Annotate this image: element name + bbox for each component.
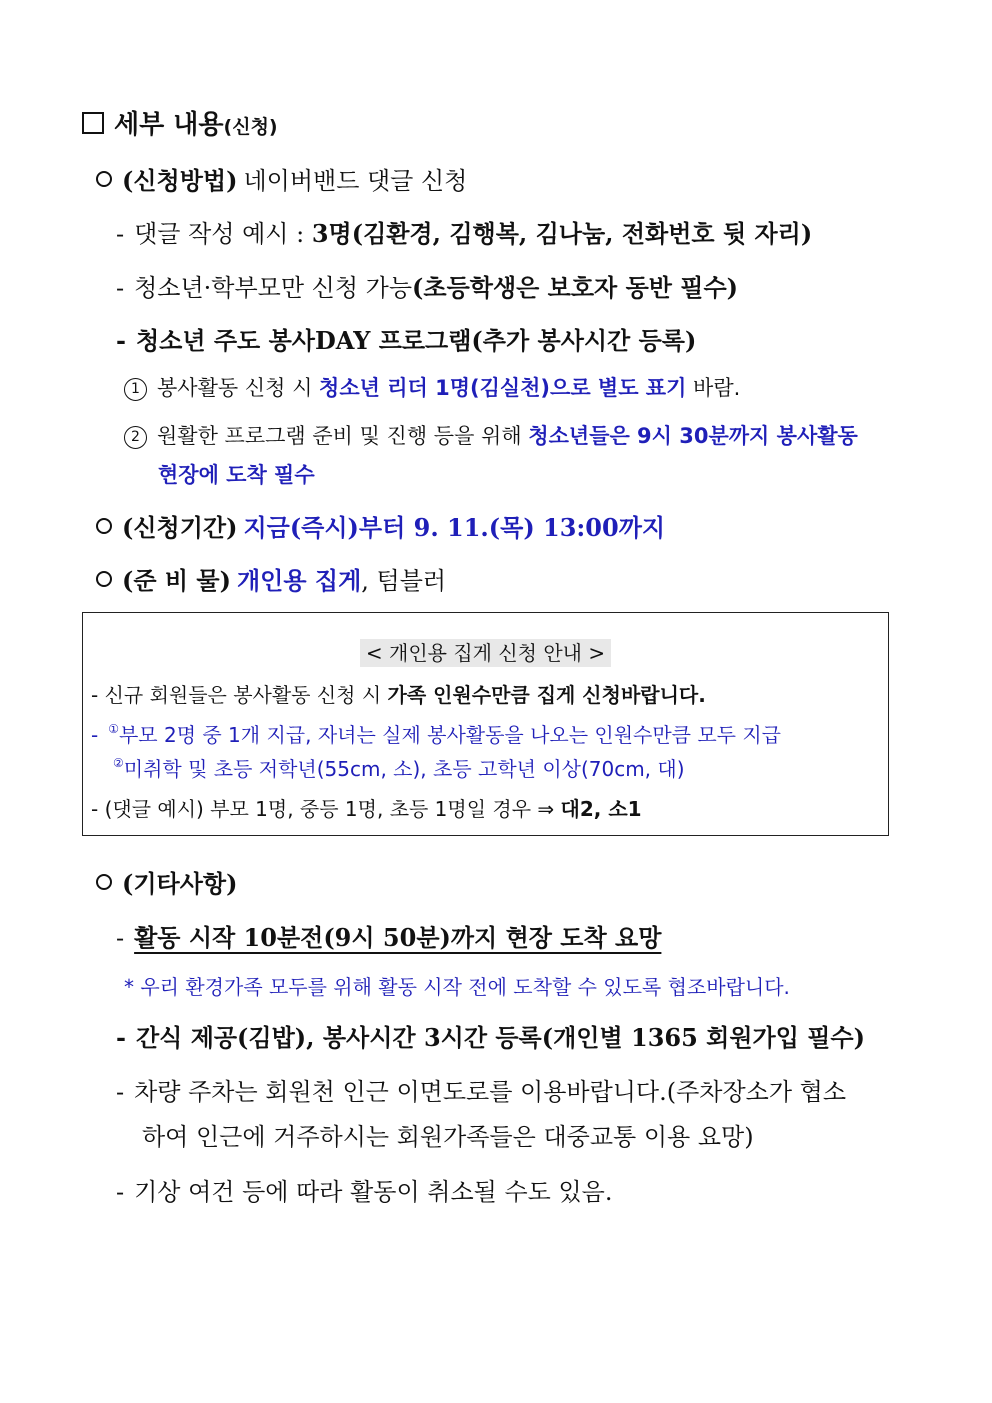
etc-item-parking: - 차량 주차는 회원천 인근 이면도로를 이용바랍니다.(주차장소가 협소 [116, 1078, 847, 1106]
tongs-notice-box [82, 612, 889, 836]
method-subitem-2: 2 원활한 프로그램 준비 및 진행 등을 위해 청소년들은 9시 30분까지 봉사활동 [124, 420, 858, 450]
notice-line-3: ②미취학 및 초등 저학년(55cm, 소), 초등 고학년 이상(70cm, 대) [113, 756, 685, 781]
method-item-program: - 청소년 주도 봉사DAY 프로그램(추가 봉사시간 등록) [116, 326, 697, 355]
method-item-eligibility: - 청소년·학부모만 신청 가능(초등학생은 보호자 동반 필수) [116, 273, 739, 302]
method-heading: (신청방법) 네이버밴드 댓글 신청 [96, 161, 467, 196]
circled-number-icon: 2 [124, 426, 147, 449]
method-subitem-2-cont: 현장에 도착 필수 [158, 463, 315, 487]
etc-item-parking-cont: 하여 인근에 거주하시는 회원가족들은 대중교통 이용 요망) [142, 1123, 754, 1151]
checkbox-square-icon [82, 112, 104, 134]
period-heading: (신청기간) 지금(즉시)부터 9. 11.(목) 13:00까지 [96, 508, 665, 543]
circled-number-icon: 1 [124, 378, 147, 401]
etc-item-weather: - 기상 여건 등에 따라 활동이 취소될 수도 있음. [116, 1178, 613, 1206]
method-item-example: - 댓글 작성 예시 : 3명(김환경, 김행복, 김나눔, 전화번호 뒷 자리) [116, 219, 813, 248]
notice-line-4: - (댓글 예시) 부모 1명, 중등 1명, 초등 1명일 경우 ⇒ 대2, 소1 [91, 797, 642, 821]
circle-bullet-icon [96, 874, 112, 890]
etc-note: * 우리 환경가족 모두를 위해 활동 시작 전에 도착할 수 있도록 협조바랍니다. [124, 975, 790, 999]
etc-item-snack: - 간식 제공(김밥), 봉사시간 3시간 등록(개인별 1365 회원가입 필수) [116, 1023, 865, 1052]
supplies-heading: (준 비 물) 개인용 집게, 텀블러 [96, 561, 446, 596]
notice-box-title: < 개인용 집게 신청 안내 > [83, 637, 888, 666]
etc-item-arrival: - 활동 시작 10분전(9시 50분)까지 현장 도착 요망 [116, 923, 662, 952]
circle-bullet-icon [96, 518, 112, 534]
circle-bullet-icon [96, 171, 112, 187]
method-subitem-1: 1 봉사활동 신청 시 청소년 리더 1명(김실천)으로 별도 표기 바람. [124, 372, 740, 402]
notice-line-1: - 신규 회원들은 봉사활동 신청 시 가족 인원수만큼 집게 신청바랍니다. [91, 683, 706, 707]
etc-heading: (기타사항) [96, 864, 237, 899]
notice-line-2: - ①부모 2명 중 1개 지급, 자녀는 실제 봉사활동을 나오는 인원수만큼 모두 지급 [91, 722, 782, 747]
circle-bullet-icon [96, 571, 112, 587]
section-title: 세부 내용(신청) [82, 104, 278, 141]
